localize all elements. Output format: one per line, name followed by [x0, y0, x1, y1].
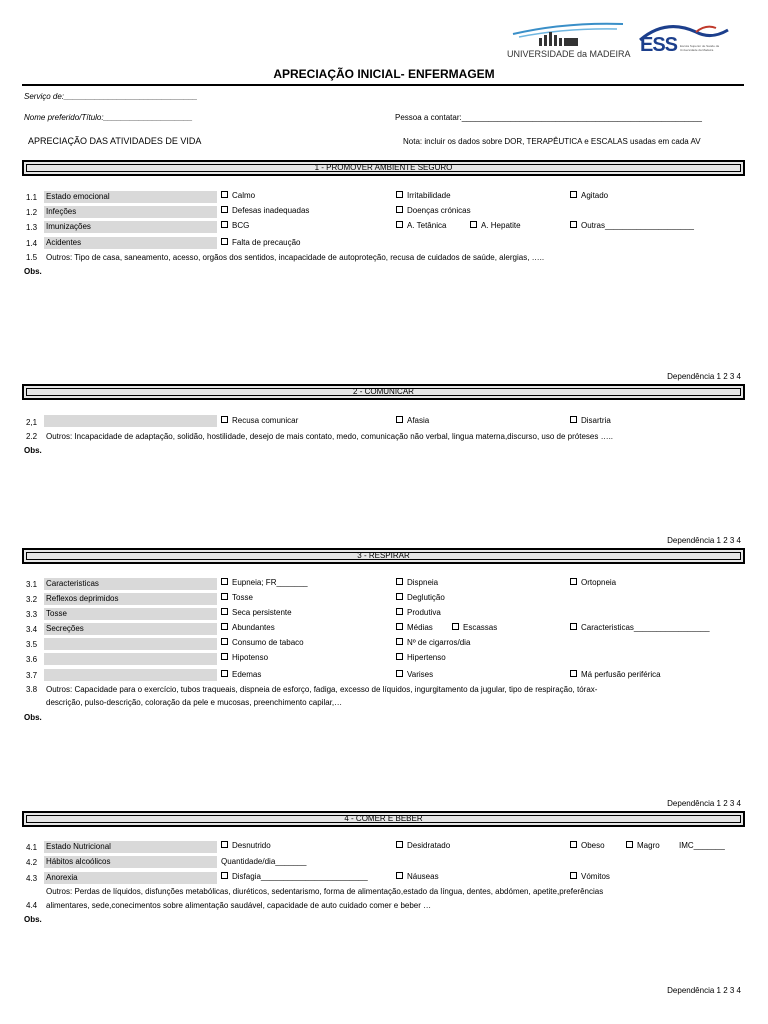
checkbox-icon[interactable]	[221, 416, 228, 423]
option-label: Seca persistente	[232, 608, 292, 617]
option-disfagia[interactable]	[221, 872, 368, 881]
option-seca-persistente[interactable]	[221, 608, 292, 617]
option-agitado[interactable]	[570, 191, 608, 200]
outros-text: Outros: Tipo de casa, saneamento, acesso, orgãos dos sentidos, incapacidade de autoproteção, recusa de cuidados de saúde, alergias, …..	[46, 253, 545, 262]
option-label: Defesas inadequadas	[232, 206, 310, 215]
checkbox-icon[interactable]	[221, 206, 228, 213]
row-number: 4.4	[26, 901, 38, 910]
university-name: UNIVERSIDADE da MADEIRA	[507, 49, 631, 59]
obs-label: Obs.	[24, 915, 42, 924]
option-label: Deglutição	[407, 593, 445, 602]
checkbox-icon[interactable]	[570, 623, 577, 630]
row-label: Reflexos deprimidos	[44, 593, 217, 605]
option-label: Desidratado	[407, 841, 451, 850]
option-label: Doenças crónicas	[407, 206, 471, 215]
option-label: Caracteristicas_________________	[581, 623, 710, 632]
checkbox-icon[interactable]	[396, 578, 403, 585]
option-label: Falta de precaução	[232, 238, 301, 247]
option-label: Disartria	[581, 416, 611, 425]
row-number: 3.8	[26, 685, 38, 694]
obs-label: Obs.	[24, 713, 42, 722]
checkbox-icon[interactable]	[570, 416, 577, 423]
dependency-scale[interactable]: Dependência 1 2 3 4	[667, 799, 741, 808]
row-label: Tosse	[44, 608, 217, 620]
checkbox-icon[interactable]	[626, 841, 633, 848]
option-a-hepatite[interactable]	[470, 221, 521, 230]
outros-text: Outros: Perdas de líquidos, disfunções metabólicas, diuréticos, sedentarismo, forma de alimentação,estado da língua, dentes, abdómen, apetite,preferências	[46, 887, 604, 896]
checkbox-icon[interactable]	[221, 638, 228, 645]
nome-field[interactable]: Nome preferido/Título:____________________	[24, 113, 193, 122]
outros-text-cont: descrição, pulso-descrição, coloração da pele e mucosas, preenchimento capilar,…	[46, 698, 343, 707]
option-magro[interactable]	[626, 841, 660, 850]
option-label: Outras____________________	[581, 221, 694, 230]
checkbox-icon[interactable]	[396, 608, 403, 615]
checkbox-icon[interactable]	[221, 593, 228, 600]
row-number: 3.4	[26, 625, 38, 634]
option-eupneia[interactable]	[221, 578, 308, 587]
option-label: Escassas	[463, 623, 498, 632]
outros-text: Outros: Capacidade para o exercício, tubos traqueais, dispneia de esforço, fadiga, excesso de líquidos, ingurgitamento da jugular, tipo de respiração, tórax-	[46, 685, 598, 694]
option-label: Náuseas	[407, 872, 439, 881]
checkbox-icon[interactable]	[570, 670, 577, 677]
option-label: Afasia	[407, 416, 430, 425]
option-produtiva[interactable]	[396, 608, 441, 617]
row-number: 3.6	[26, 655, 38, 664]
outros-text-cont: alimentares, sede,conecimentos sobre alimentação saudável, capacidade de auto cuidado comer e beber …	[46, 901, 432, 910]
checkbox-icon[interactable]	[570, 841, 577, 848]
option-doencas-cronicas[interactable]	[396, 206, 471, 215]
row-number: 3.1	[26, 580, 38, 589]
option-label: Obeso	[581, 841, 605, 850]
av-note: Nota: incluir os dados sobre DOR, TERAPÊUTICA e ESCALAS usadas em cada AV	[403, 137, 701, 146]
checkbox-icon[interactable]	[396, 206, 403, 213]
row-label	[44, 653, 217, 665]
obs-label: Obs.	[24, 267, 42, 276]
option-label: Eupneia; FR_______	[232, 578, 308, 587]
checkbox-icon[interactable]	[221, 578, 228, 585]
option-recusa-comunicar[interactable]	[221, 416, 298, 425]
section-2-header: 2 - COMUNICAR	[22, 384, 745, 400]
option-outras[interactable]	[570, 221, 694, 230]
row-label: Estado Nutricional	[44, 841, 217, 853]
ess-subtitle: Escola Superior de Saúde da Universidade da Madeira	[680, 44, 720, 52]
quantidade-dia-field[interactable]: Quantidade/dia_______	[221, 857, 307, 866]
ess-logo	[636, 20, 731, 60]
option-afasia[interactable]	[396, 416, 429, 425]
checkbox-icon[interactable]	[396, 872, 403, 879]
row-number: 4.2	[26, 858, 38, 867]
option-label: Hipotenso	[232, 653, 269, 662]
university-logo	[505, 20, 630, 60]
row-number: 4.3	[26, 874, 38, 883]
row-label: Anorexia	[44, 872, 217, 884]
option-label: Hipertenso	[407, 653, 446, 662]
row-label: Acidentes	[44, 237, 217, 249]
option-label: Magro	[637, 841, 660, 850]
option-label: Desnutrido	[232, 841, 271, 850]
option-a-tetanica[interactable]	[396, 221, 446, 230]
checkbox-icon[interactable]	[570, 191, 577, 198]
option-disartria[interactable]	[570, 416, 611, 425]
row-label: Secreções	[44, 623, 217, 635]
checkbox-icon[interactable]	[396, 623, 403, 630]
option-label: Disfagia________________________	[232, 872, 368, 881]
pessoa-contatar-field[interactable]: Pessoa a contatar:______________________________________________________	[395, 113, 702, 122]
option-vomitos[interactable]	[570, 872, 610, 881]
option-ortopneia[interactable]	[570, 578, 616, 587]
ess-wordmark: ESS	[640, 34, 678, 56]
row-number: 3.5	[26, 640, 38, 649]
checkbox-icon[interactable]	[221, 841, 228, 848]
row-number: 3.7	[26, 671, 38, 680]
row-label	[44, 669, 217, 681]
option-calmo[interactable]	[221, 191, 255, 200]
servico-field[interactable]: Serviço de:______________________________	[24, 92, 198, 101]
option-label: Agitado	[581, 191, 609, 200]
checkbox-icon[interactable]	[396, 221, 403, 228]
imc-field[interactable]: IMC_______	[679, 841, 725, 850]
option-ma-perfusao[interactable]	[570, 670, 661, 679]
row-label	[44, 638, 217, 650]
option-label: Recusa comunicar	[232, 416, 299, 425]
row-number: 2.2	[26, 432, 38, 441]
dependency-scale[interactable]: Dependência 1 2 3 4	[667, 986, 741, 995]
option-defesas[interactable]	[221, 206, 309, 215]
option-degluticao[interactable]	[396, 593, 445, 602]
option-medias[interactable]	[396, 623, 433, 632]
outros-text: Outros: Incapacidade de adaptação, solidão, hostilidade, desejo de mais contato, medo, comunicação não verbal, lingua materna,discurso, uso de próteses …..	[46, 432, 614, 441]
option-nauseas[interactable]	[396, 872, 439, 881]
checkbox-icon[interactable]	[396, 593, 403, 600]
checkbox-icon[interactable]	[396, 670, 403, 677]
option-desidratado[interactable]	[396, 841, 450, 850]
row-label: Caracteristicas	[44, 578, 217, 590]
option-dispneia[interactable]	[396, 578, 438, 587]
option-label: BCG	[232, 221, 250, 230]
checkbox-icon[interactable]	[396, 841, 403, 848]
option-label: Abundantes	[232, 623, 275, 632]
checkbox-icon[interactable]	[570, 221, 577, 228]
row-label: Hábitos alcoólicos	[44, 856, 217, 868]
checkbox-icon[interactable]	[221, 623, 228, 630]
option-label: Irritabilidade	[407, 191, 451, 200]
option-label: Varises	[407, 670, 434, 679]
row-label	[44, 415, 217, 427]
checkbox-icon[interactable]	[396, 416, 403, 423]
option-varises[interactable]	[396, 670, 433, 679]
checkbox-icon[interactable]	[221, 221, 228, 228]
row-number: 2,1	[26, 418, 38, 427]
option-cigarros-dia[interactable]	[396, 638, 470, 647]
row-number: 3.3	[26, 610, 38, 619]
row-number: 4.1	[26, 843, 38, 852]
checkbox-icon[interactable]	[452, 623, 459, 630]
checkbox-icon[interactable]	[396, 191, 403, 198]
option-consumo-tabaco[interactable]	[221, 638, 304, 647]
option-bcg[interactable]	[221, 221, 249, 230]
option-falta-precaucao[interactable]	[221, 238, 301, 247]
option-abundantes[interactable]	[221, 623, 275, 632]
option-irritabilidade[interactable]	[396, 191, 451, 200]
row-label: Imunizações	[44, 221, 217, 233]
checkbox-icon[interactable]	[221, 653, 228, 660]
option-label: Consumo de tabaco	[232, 638, 304, 647]
section-4-header: 4 - COMER E BEBER	[22, 811, 745, 827]
checkbox-icon[interactable]	[570, 872, 577, 879]
option-label: Médias	[407, 623, 433, 632]
checkbox-icon[interactable]	[221, 670, 228, 677]
option-escassas[interactable]	[452, 623, 497, 632]
row-number: 1.1	[26, 193, 38, 202]
option-label: Vómitos	[581, 872, 610, 881]
checkbox-icon[interactable]	[396, 638, 403, 645]
checkbox-icon[interactable]	[570, 578, 577, 585]
option-label: Edemas	[232, 670, 262, 679]
option-label: Calmo	[232, 191, 256, 200]
dependency-scale[interactable]: Dependência 1 2 3 4	[667, 536, 741, 545]
title-rule	[22, 84, 744, 86]
checkbox-icon[interactable]	[221, 238, 228, 245]
row-number: 1.3	[26, 223, 38, 232]
dependency-scale[interactable]: Dependência 1 2 3 4	[667, 372, 741, 381]
option-hipertenso[interactable]	[396, 653, 446, 662]
option-edemas[interactable]	[221, 670, 261, 679]
option-obeso[interactable]	[570, 841, 605, 850]
row-label: Estado emocional	[44, 191, 217, 203]
obs-label: Obs.	[24, 446, 42, 455]
section-1-header: 1 - PROMOVER AMBIENTE SEGURO	[22, 160, 745, 176]
option-label: Má perfusão periférica	[581, 670, 661, 679]
row-number: 1.2	[26, 208, 38, 217]
option-label: A. Tetânica	[407, 221, 447, 230]
checkbox-icon[interactable]	[221, 608, 228, 615]
av-title: APRECIAÇÃO DAS ATIVIDADES DE VIDA	[28, 136, 202, 146]
checkbox-icon[interactable]	[470, 221, 477, 228]
option-label: Tosse	[232, 593, 253, 602]
option-label: Dispneia	[407, 578, 439, 587]
option-tosse-reflexo[interactable]	[221, 593, 253, 602]
checkbox-icon[interactable]	[396, 653, 403, 660]
option-caracteristicas[interactable]	[570, 623, 710, 632]
option-label: Nº de cigarros/dia	[407, 638, 471, 647]
option-label: Produtiva	[407, 608, 441, 617]
row-number: 3.2	[26, 595, 38, 604]
option-label: A. Hepatite	[481, 221, 521, 230]
option-desnutrido[interactable]	[221, 841, 271, 850]
checkbox-icon[interactable]	[221, 191, 228, 198]
checkbox-icon[interactable]	[221, 872, 228, 879]
row-label: Infeções	[44, 206, 217, 218]
option-label: Ortopneia	[581, 578, 617, 587]
page-title: APRECIAÇÃO INICIAL- ENFERMAGEM	[273, 67, 495, 81]
row-number: 1.4	[26, 239, 38, 248]
section-3-header: 3 - RESPIRAR	[22, 548, 745, 564]
option-hipotenso[interactable]	[221, 653, 268, 662]
row-number: 1.5	[26, 253, 38, 262]
